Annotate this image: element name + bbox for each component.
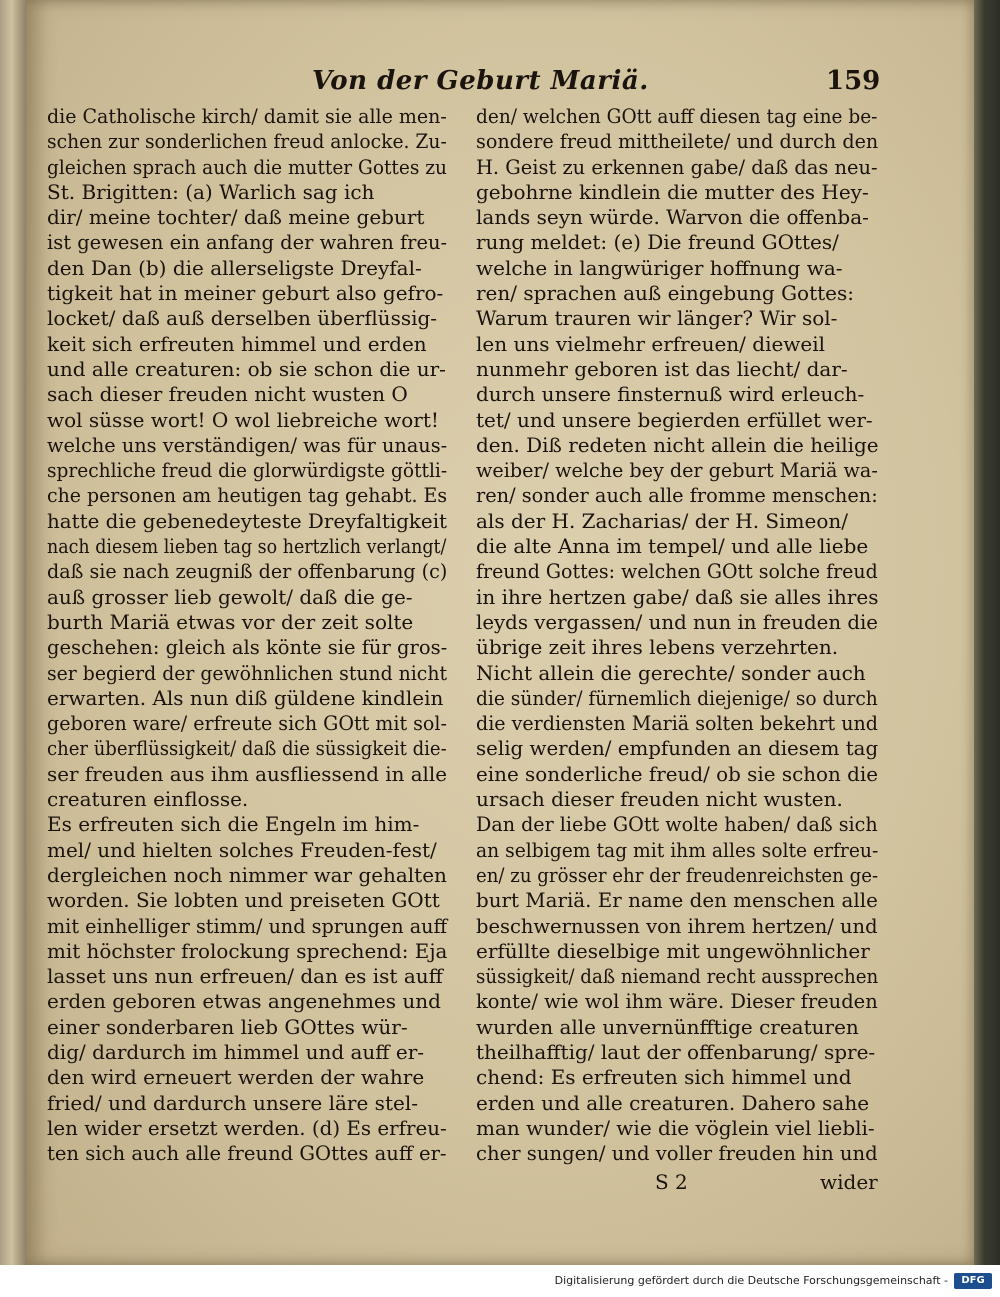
text-line: übrige zeit ihres lebens verzehrten.: [476, 635, 839, 660]
funding-credit: Digitalisierung gefördert durch die Deutsche Forschungsgemeinschaft -: [554, 1274, 948, 1287]
text-line: Nicht allein die gerechte/ sonder auch: [476, 660, 866, 685]
text-line: erwarten. Als nun diß güldene kindlein: [47, 685, 444, 710]
text-line: die Catholische kirch/ damit sie alle men-: [47, 104, 447, 128]
text-line: ren/ sonder auch alle fromme menschen:: [476, 483, 878, 508]
text-line: und alle creaturen: ob sie schon die ur-: [47, 356, 446, 381]
text-line: man wunder/ wie die vöglein viel liebli-: [476, 1115, 875, 1140]
text-line: che personen am heutigen tag gehabt. Es: [47, 483, 448, 508]
text-line: len uns vielmehr erfreuen/ dieweil: [476, 331, 826, 356]
text-line: erden und alle creaturen. Dahero sahe: [476, 1090, 870, 1115]
text-line: cher sungen/ und voller freuden hin und: [476, 1141, 878, 1166]
text-line: nunmehr geboren ist das liecht/ dar-: [476, 356, 848, 381]
text-line: hatte die gebenedeyteste Dreyfaltigkeit: [47, 508, 448, 533]
text-line: dir/ meine tochter/ daß meine geburt: [47, 205, 425, 230]
book-edge: [974, 0, 1000, 1265]
text-line: die alte Anna im tempel/ und alle liebe: [476, 534, 869, 559]
text-line: süssigkeit/ daß niemand recht aussprechen: [476, 964, 879, 989]
text-line: geschehen: gleich als könte sie für gros-: [47, 635, 448, 660]
text-column-right: [476, 104, 878, 1166]
text-line: ren/ sprachen auß eingebung Gottes:: [476, 281, 855, 306]
text-line: len wider ersetzt werden. (d) Es erfreu-: [47, 1115, 447, 1140]
text-line: den Dan (b) die allerseligste Dreyfal-: [47, 255, 422, 280]
running-title: Von der Geburt Mariä.: [312, 66, 649, 96]
text-line: dig/ dardurch im himmel und auff er-: [47, 1039, 425, 1064]
text-column-left: [47, 104, 447, 1166]
text-line: tet/ und unsere begierden erfüllet wer-: [476, 407, 873, 432]
text-line: den/ welchen GOtt auff diesen tag eine be-: [476, 104, 878, 128]
text-line: St. Brigitten: (a) Warlich sag ich: [47, 179, 375, 204]
text-line: leyds vergassen/ und nun in freuden die: [476, 609, 878, 634]
text-line: H. Geist zu erkennen gabe/ daß das neu-: [476, 154, 878, 179]
dfg-logo: DFG: [954, 1273, 992, 1289]
text-line: Warum trauren wir länger? Wir sol-: [476, 306, 838, 331]
text-line: sondere freud mittheilete/ und durch den: [476, 129, 879, 154]
text-line: weiber/ welche bey der geburt Mariä wa-: [476, 458, 878, 483]
text-line: eine sonderliche freud/ ob sie schon die: [476, 761, 879, 786]
text-line: dergleichen noch nimmer war gehalten: [47, 862, 447, 887]
text-line: die sünder/ fürnemlich diejenige/ so durch: [476, 685, 878, 710]
text-line: ten sich auch alle freund GOttes auff er-: [47, 1141, 447, 1166]
text-line: chend: Es erfreuten sich himmel und: [476, 1065, 852, 1090]
text-line: tigkeit hat in meiner geburt also gefro-: [47, 281, 444, 306]
text-line: die verdiensten Mariä solten bekehrt und: [476, 711, 879, 736]
text-line: Dan der liebe GOtt wolte haben/ daß sich: [476, 812, 878, 837]
text-line: ser begierd der gewöhnlichen stund nicht: [47, 660, 448, 685]
text-line: fried/ und dardurch unsere läre stel-: [47, 1090, 418, 1115]
text-line: mit höchster frolockung sprechend: Eja: [47, 938, 448, 963]
text-line: erfüllte dieselbige mit ungewöhnlicher: [476, 938, 870, 963]
text-line: welche uns verständigen/ was für unaus-: [47, 432, 448, 457]
text-line: den. Diß redeten nicht allein die heilige: [476, 432, 879, 457]
text-line: in ihre hertzen gabe/ daß sie alles ihres: [476, 584, 879, 609]
text-line: en/ zu grösser ehr der freudenreichsten ge-: [476, 862, 879, 887]
text-line: einer sonderbaren lieb GOttes wür-: [47, 1014, 408, 1039]
previous-page-edge: [0, 0, 26, 1265]
text-line: auß grosser lieb gewolt/ daß die ge-: [47, 584, 413, 609]
catchword: wider: [820, 1170, 878, 1194]
page-header: [26, 66, 974, 106]
text-line: sach dieser freuden nicht wusten O: [47, 382, 408, 407]
text-line: mit einhelliger stimm/ und sprungen auff: [47, 913, 448, 938]
text-line: Es erfreuten sich die Engeln im him-: [47, 812, 420, 837]
text-line: erden geboren etwas angenehmes und: [47, 989, 441, 1014]
text-line: cher überflüssigkeit/ daß die süssigkeit die-: [47, 736, 447, 761]
text-line: nach diesem lieben tag so hertzlich verlangt/: [47, 534, 447, 559]
text-line: lasset uns nun erfreuen/ dan es ist auff: [47, 964, 443, 989]
text-line: ursach dieser freuden nicht wusten.: [476, 787, 843, 812]
credit-bar: [0, 1265, 1000, 1297]
text-line: konte/ wie wol ihm wäre. Dieser freuden: [476, 989, 878, 1014]
text-line: rung meldet: (e) Die freund GOttes/: [476, 230, 839, 255]
text-line: gleichen sprach auch die mutter Gottes zu: [47, 154, 447, 179]
text-line: geboren ware/ erfreute sich GOtt mit sol-: [47, 711, 447, 736]
text-line: keit sich erfreuten himmel und erden: [47, 331, 427, 356]
text-line: burt Mariä. Er name den menschen alle: [476, 888, 878, 913]
text-line: beschwernussen von ihrem hertzen/ und: [476, 913, 878, 938]
text-line: wurden alle unvernünfftige creaturen: [476, 1014, 859, 1039]
text-line: selig werden/ empfunden an diesem tag: [476, 736, 879, 761]
text-line: daß sie nach zeugniß der offenbarung (c): [47, 559, 448, 584]
text-line: schen zur sonderlichen freud anlocke. Zu-: [47, 129, 447, 154]
text-line: mel/ und hielten solches Freuden-fest/: [47, 837, 437, 862]
text-line: creaturen einflosse.: [47, 787, 249, 812]
text-line: sprechliche freud die glorwürdigste göttli-: [47, 458, 448, 483]
text-line: gebohrne kindlein die mutter des Hey-: [476, 179, 869, 204]
text-line: freund Gottes: welchen GOtt solche freud: [476, 559, 878, 584]
text-line: worden. Sie lobten und preiseten GOtt: [47, 888, 440, 913]
text-line: an selbigem tag mit ihm alles solte erfreu-: [476, 837, 879, 862]
text-line: ser freuden aus ihm ausfliessend in alle: [47, 761, 448, 786]
text-line: welche in langwüriger hoffnung wa-: [476, 255, 843, 280]
text-line: theilhafftig/ laut der offenbarung/ spre-: [476, 1039, 876, 1064]
signature-mark: S 2: [655, 1170, 688, 1194]
text-line: den wird erneuert werden der wahre: [47, 1065, 425, 1090]
text-line: ist gewesen ein anfang der wahren freu-: [47, 230, 448, 255]
text-line: durch unsere finsternuß wird erleuch-: [476, 382, 865, 407]
text-line: burth Mariä etwas vor der zeit solte: [47, 609, 414, 634]
text-line: wol süsse wort! O wol liebreiche wort!: [47, 407, 439, 432]
text-line: lands seyn würde. Warvon die offenba-: [476, 205, 869, 230]
page-number: 159: [826, 66, 881, 96]
text-line: locket/ daß auß derselben überflüssig-: [47, 306, 438, 331]
text-line: als der H. Zacharias/ der H. Simeon/: [476, 508, 848, 533]
